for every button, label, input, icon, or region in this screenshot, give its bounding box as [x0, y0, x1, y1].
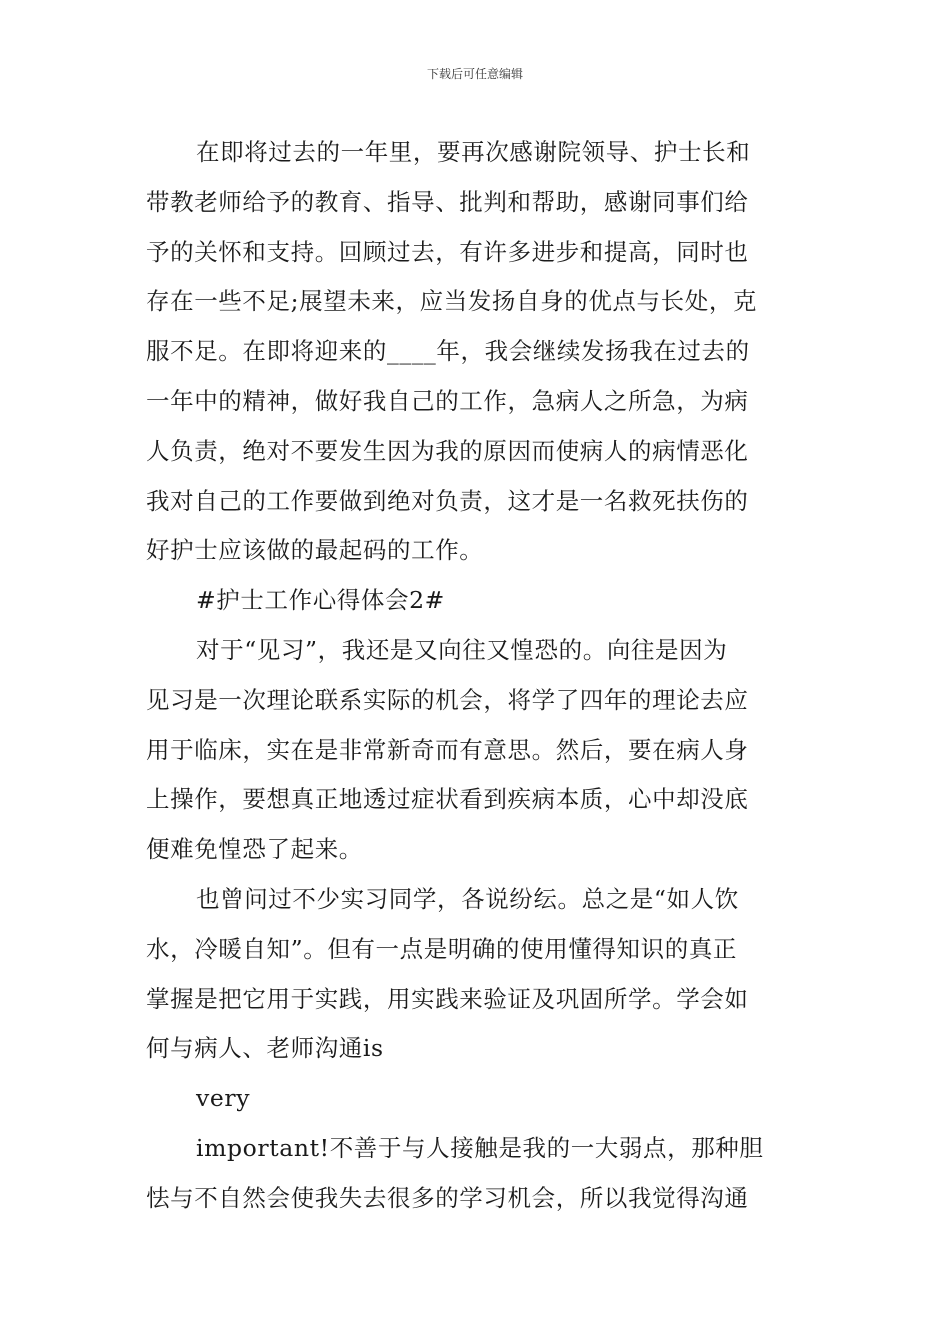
paragraph-line: 我对自己的工作要做到绝对负责，这才是一名救死扶伤的 [146, 486, 749, 515]
paragraph-line: 便难免惶恐了起来。 [146, 835, 363, 864]
paragraph-line: 怯与不自然会使我失去很多的学习机会，所以我觉得沟通 [146, 1183, 749, 1212]
paragraph-line: 予的关怀和支持。回顾过去，有许多进步和提高，同时也 [146, 237, 749, 266]
paragraph-line: 好护士应该做的最起码的工作。 [146, 536, 484, 565]
paragraph-line: 何与病人、老师沟通is [146, 1034, 384, 1063]
paragraph-line: important!不善于与人接触是我的一大弱点，那种胆 [196, 1133, 764, 1162]
paragraph-line: 在即将过去的一年里，要再次感谢院领导、护士长和 [196, 138, 751, 166]
paragraph-line: very [196, 1084, 251, 1113]
paragraph-line: 带教老师给予的教育、指导、批判和帮助，感谢同事们给 [146, 187, 749, 216]
paragraph-line: 水，冷暖自知”。但有一点是明确的使用懂得知识的真正 [146, 934, 738, 963]
paragraph-line: 上操作，要想真正地透过症状看到疾病本质，心中却没底 [146, 785, 749, 814]
section-heading: #护士工作心得体会2# [196, 586, 445, 615]
paragraph-line: 也曾问过不少实习同学，各说纷纭。总之是“如人饮 [196, 884, 739, 913]
document-body [146, 128, 810, 1224]
paragraph-line: 用于临床，实在是非常新奇而有意思。然后，要在病人身 [146, 735, 749, 764]
paragraph-line: 一年中的精神，做好我自己的工作，急病人之所急，为病 [146, 386, 749, 415]
paragraph-line: 掌握是把它用于实践，用实践来验证及巩固所学。学会如 [146, 984, 749, 1013]
paragraph-line: 存在一些不足;展望未来，应当发扬自身的优点与长处，克 [146, 287, 758, 316]
paragraph-line: 见习是一次理论联系实际的机会，将学了四年的理论去应 [146, 685, 749, 714]
paragraph-line: 人负责，绝对不要发生因为我的原因而使病人的病情恶化 [146, 436, 749, 465]
page-header: 下载后可任意编辑 [426, 67, 523, 81]
paragraph-line: 服不足。在即将迎来的____年，我会继续发扬我在过去的 [146, 337, 750, 366]
paragraph-line: 对于“见习”，我还是又向往又惶恐的。向往是因为 [196, 635, 728, 664]
